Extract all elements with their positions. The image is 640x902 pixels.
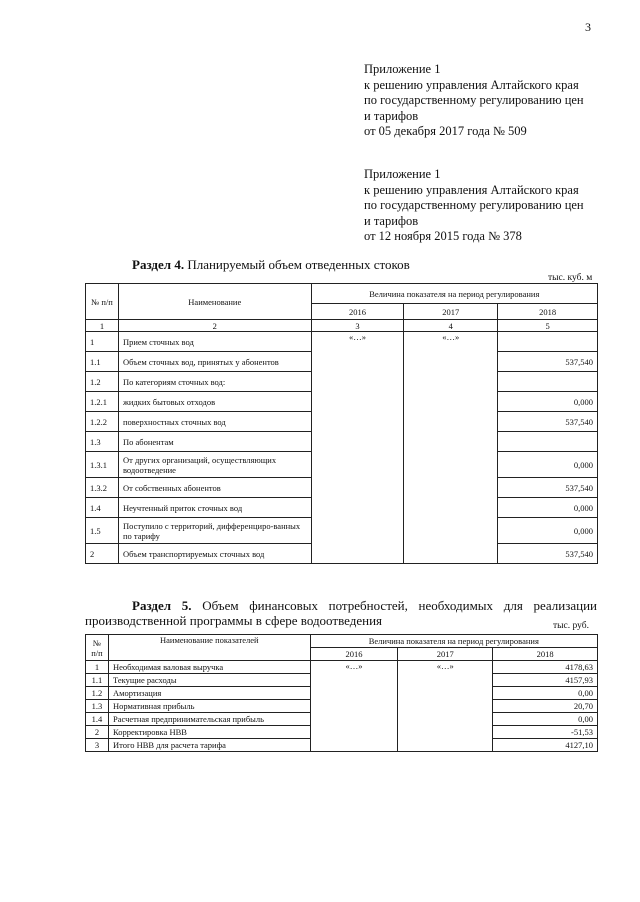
header-period: Величина показателя на период регулирования bbox=[310, 635, 597, 648]
row-num: 1.5 bbox=[86, 518, 119, 544]
row-num: 1.3 bbox=[86, 700, 109, 713]
row-num: 1.2 bbox=[86, 687, 109, 700]
appendix-title: Приложение 1 bbox=[364, 167, 441, 181]
row-value-2018: 0,00 bbox=[493, 713, 598, 726]
row-value-2018: 537,540 bbox=[498, 352, 598, 372]
header-num: № п/п bbox=[86, 284, 119, 320]
row-num: 2 bbox=[86, 726, 109, 739]
row-value-2018: 4178,63 bbox=[493, 661, 598, 674]
row-name: Амортизация bbox=[108, 687, 310, 700]
value-2017-placeholder: «…» bbox=[398, 661, 493, 752]
header-name: Наименование bbox=[118, 284, 311, 320]
appendix-line: и тарифов bbox=[364, 213, 419, 228]
row-name: Неучтенный приток сточных вод bbox=[118, 498, 311, 518]
row-value-2018: 0,000 bbox=[498, 452, 598, 478]
header-period: Величина показателя на период регулирования bbox=[311, 284, 597, 304]
section4-table bbox=[85, 283, 598, 564]
value-2017-placeholder: «…» bbox=[404, 332, 498, 564]
section5-unit: тыс. руб. bbox=[553, 621, 589, 631]
row-value-2018: 0,000 bbox=[498, 518, 598, 544]
column-number: 3 bbox=[311, 320, 404, 332]
appendix-title: Приложение 1 bbox=[364, 62, 441, 76]
row-num: 1 bbox=[86, 661, 109, 674]
row-value-2018 bbox=[498, 372, 598, 392]
row-name: поверхностных сточных вод bbox=[118, 412, 311, 432]
row-name: Текущие расходы bbox=[108, 674, 310, 687]
appendix-line: к решению управления Алтайского края bbox=[364, 182, 579, 197]
row-name: От других организаций, осуществляющих водоотведение bbox=[118, 452, 311, 478]
appendix-date: от 12 ноября 2015 года № 378 bbox=[364, 229, 522, 243]
header-name: Наименование показателей bbox=[108, 635, 310, 661]
row-value-2018: 0,000 bbox=[498, 392, 598, 412]
header-year-2017: 2017 bbox=[404, 304, 498, 320]
row-name: Поступило с территорий, дифференциро-ванных по тарифу bbox=[118, 518, 311, 544]
row-num: 1 bbox=[86, 332, 119, 352]
appendix-line: и тарифов bbox=[364, 108, 419, 123]
header-year-2018: 2018 bbox=[493, 648, 598, 661]
table-row bbox=[86, 332, 598, 352]
row-num: 1.2.2 bbox=[86, 412, 119, 432]
section5-table bbox=[85, 634, 598, 752]
header-year-2016: 2016 bbox=[310, 648, 398, 661]
section4-title: Планируемый объем отведенных стоков bbox=[187, 257, 410, 272]
row-num: 1.1 bbox=[86, 674, 109, 687]
row-name: По абонентам bbox=[118, 432, 311, 452]
appendix-original-decree bbox=[364, 167, 584, 245]
row-num: 1.2.1 bbox=[86, 392, 119, 412]
row-num: 1.4 bbox=[86, 498, 119, 518]
row-name: Объем сточных вод, принятых у абонентов bbox=[118, 352, 311, 372]
row-num: 1.3.1 bbox=[86, 452, 119, 478]
row-num: 1.4 bbox=[86, 713, 109, 726]
value-2016-placeholder: «…» bbox=[310, 661, 398, 752]
appendix-line: по государственному регулированию цен bbox=[364, 93, 584, 107]
header-year-2018: 2018 bbox=[498, 304, 598, 320]
row-value-2018: 0,000 bbox=[498, 498, 598, 518]
appendix-line: к решению управления Алтайского края bbox=[364, 77, 579, 92]
section4-label: Раздел 4. bbox=[132, 257, 185, 272]
row-name: По категориям сточных вод: bbox=[118, 372, 311, 392]
column-number: 2 bbox=[118, 320, 311, 332]
header-year-2016: 2016 bbox=[311, 304, 404, 320]
page-number: 3 bbox=[585, 20, 591, 34]
column-number: 4 bbox=[404, 320, 498, 332]
row-value-2018: 0,00 bbox=[493, 687, 598, 700]
row-name: Объем транспортируемых сточных вод bbox=[118, 544, 311, 564]
row-value-2018 bbox=[498, 332, 598, 352]
row-name: Прием сточных вод bbox=[118, 332, 311, 352]
row-num: 3 bbox=[86, 739, 109, 752]
section5-title: Объем финансовых потребностей, необходимых для реализации производственной программы в сфере водоотведения bbox=[85, 598, 598, 628]
row-value-2018: 4127,10 bbox=[493, 739, 598, 752]
row-name: От собственных абонентов bbox=[118, 478, 311, 498]
column-number: 5 bbox=[498, 320, 598, 332]
row-name: Нормативная прибыль bbox=[108, 700, 310, 713]
header-year-2017: 2017 bbox=[398, 648, 493, 661]
row-num: 1.3 bbox=[86, 432, 119, 452]
row-num: 2 bbox=[86, 544, 119, 564]
header-num: № п/п bbox=[86, 635, 109, 661]
appendix-date: от 05 декабря 2017 года № 509 bbox=[364, 124, 527, 138]
row-value-2018: 4157,93 bbox=[493, 674, 598, 687]
row-value-2018: 537,540 bbox=[498, 478, 598, 498]
appendix-line: по государственному регулированию цен bbox=[364, 198, 584, 212]
row-num: 1.2 bbox=[86, 372, 119, 392]
row-value-2018: 537,540 bbox=[498, 544, 598, 564]
column-number: 1 bbox=[86, 320, 119, 332]
row-value-2018 bbox=[498, 432, 598, 452]
row-name: Итого НВВ для расчета тарифа bbox=[108, 739, 310, 752]
row-name: жидких бытовых отходов bbox=[118, 392, 311, 412]
row-name: Корректировка НВВ bbox=[108, 726, 310, 739]
row-value-2018: 20,70 bbox=[493, 700, 598, 713]
section5-label: Раздел 5. bbox=[132, 598, 192, 613]
row-value-2018: 537,540 bbox=[498, 412, 598, 432]
row-value-2018: -51,53 bbox=[493, 726, 598, 739]
row-num: 1.3.2 bbox=[86, 478, 119, 498]
table-row bbox=[86, 661, 598, 674]
row-name: Необходимая валовая выручка bbox=[108, 661, 310, 674]
section5-heading bbox=[85, 598, 597, 628]
row-num: 1.1 bbox=[86, 352, 119, 372]
row-name: Расчетная предпринимательская прибыль bbox=[108, 713, 310, 726]
value-2016-placeholder: «…» bbox=[311, 332, 404, 564]
appendix-current-decree bbox=[364, 62, 584, 140]
section4-unit: тыс. куб. м bbox=[548, 273, 593, 283]
section4-heading bbox=[132, 257, 410, 273]
